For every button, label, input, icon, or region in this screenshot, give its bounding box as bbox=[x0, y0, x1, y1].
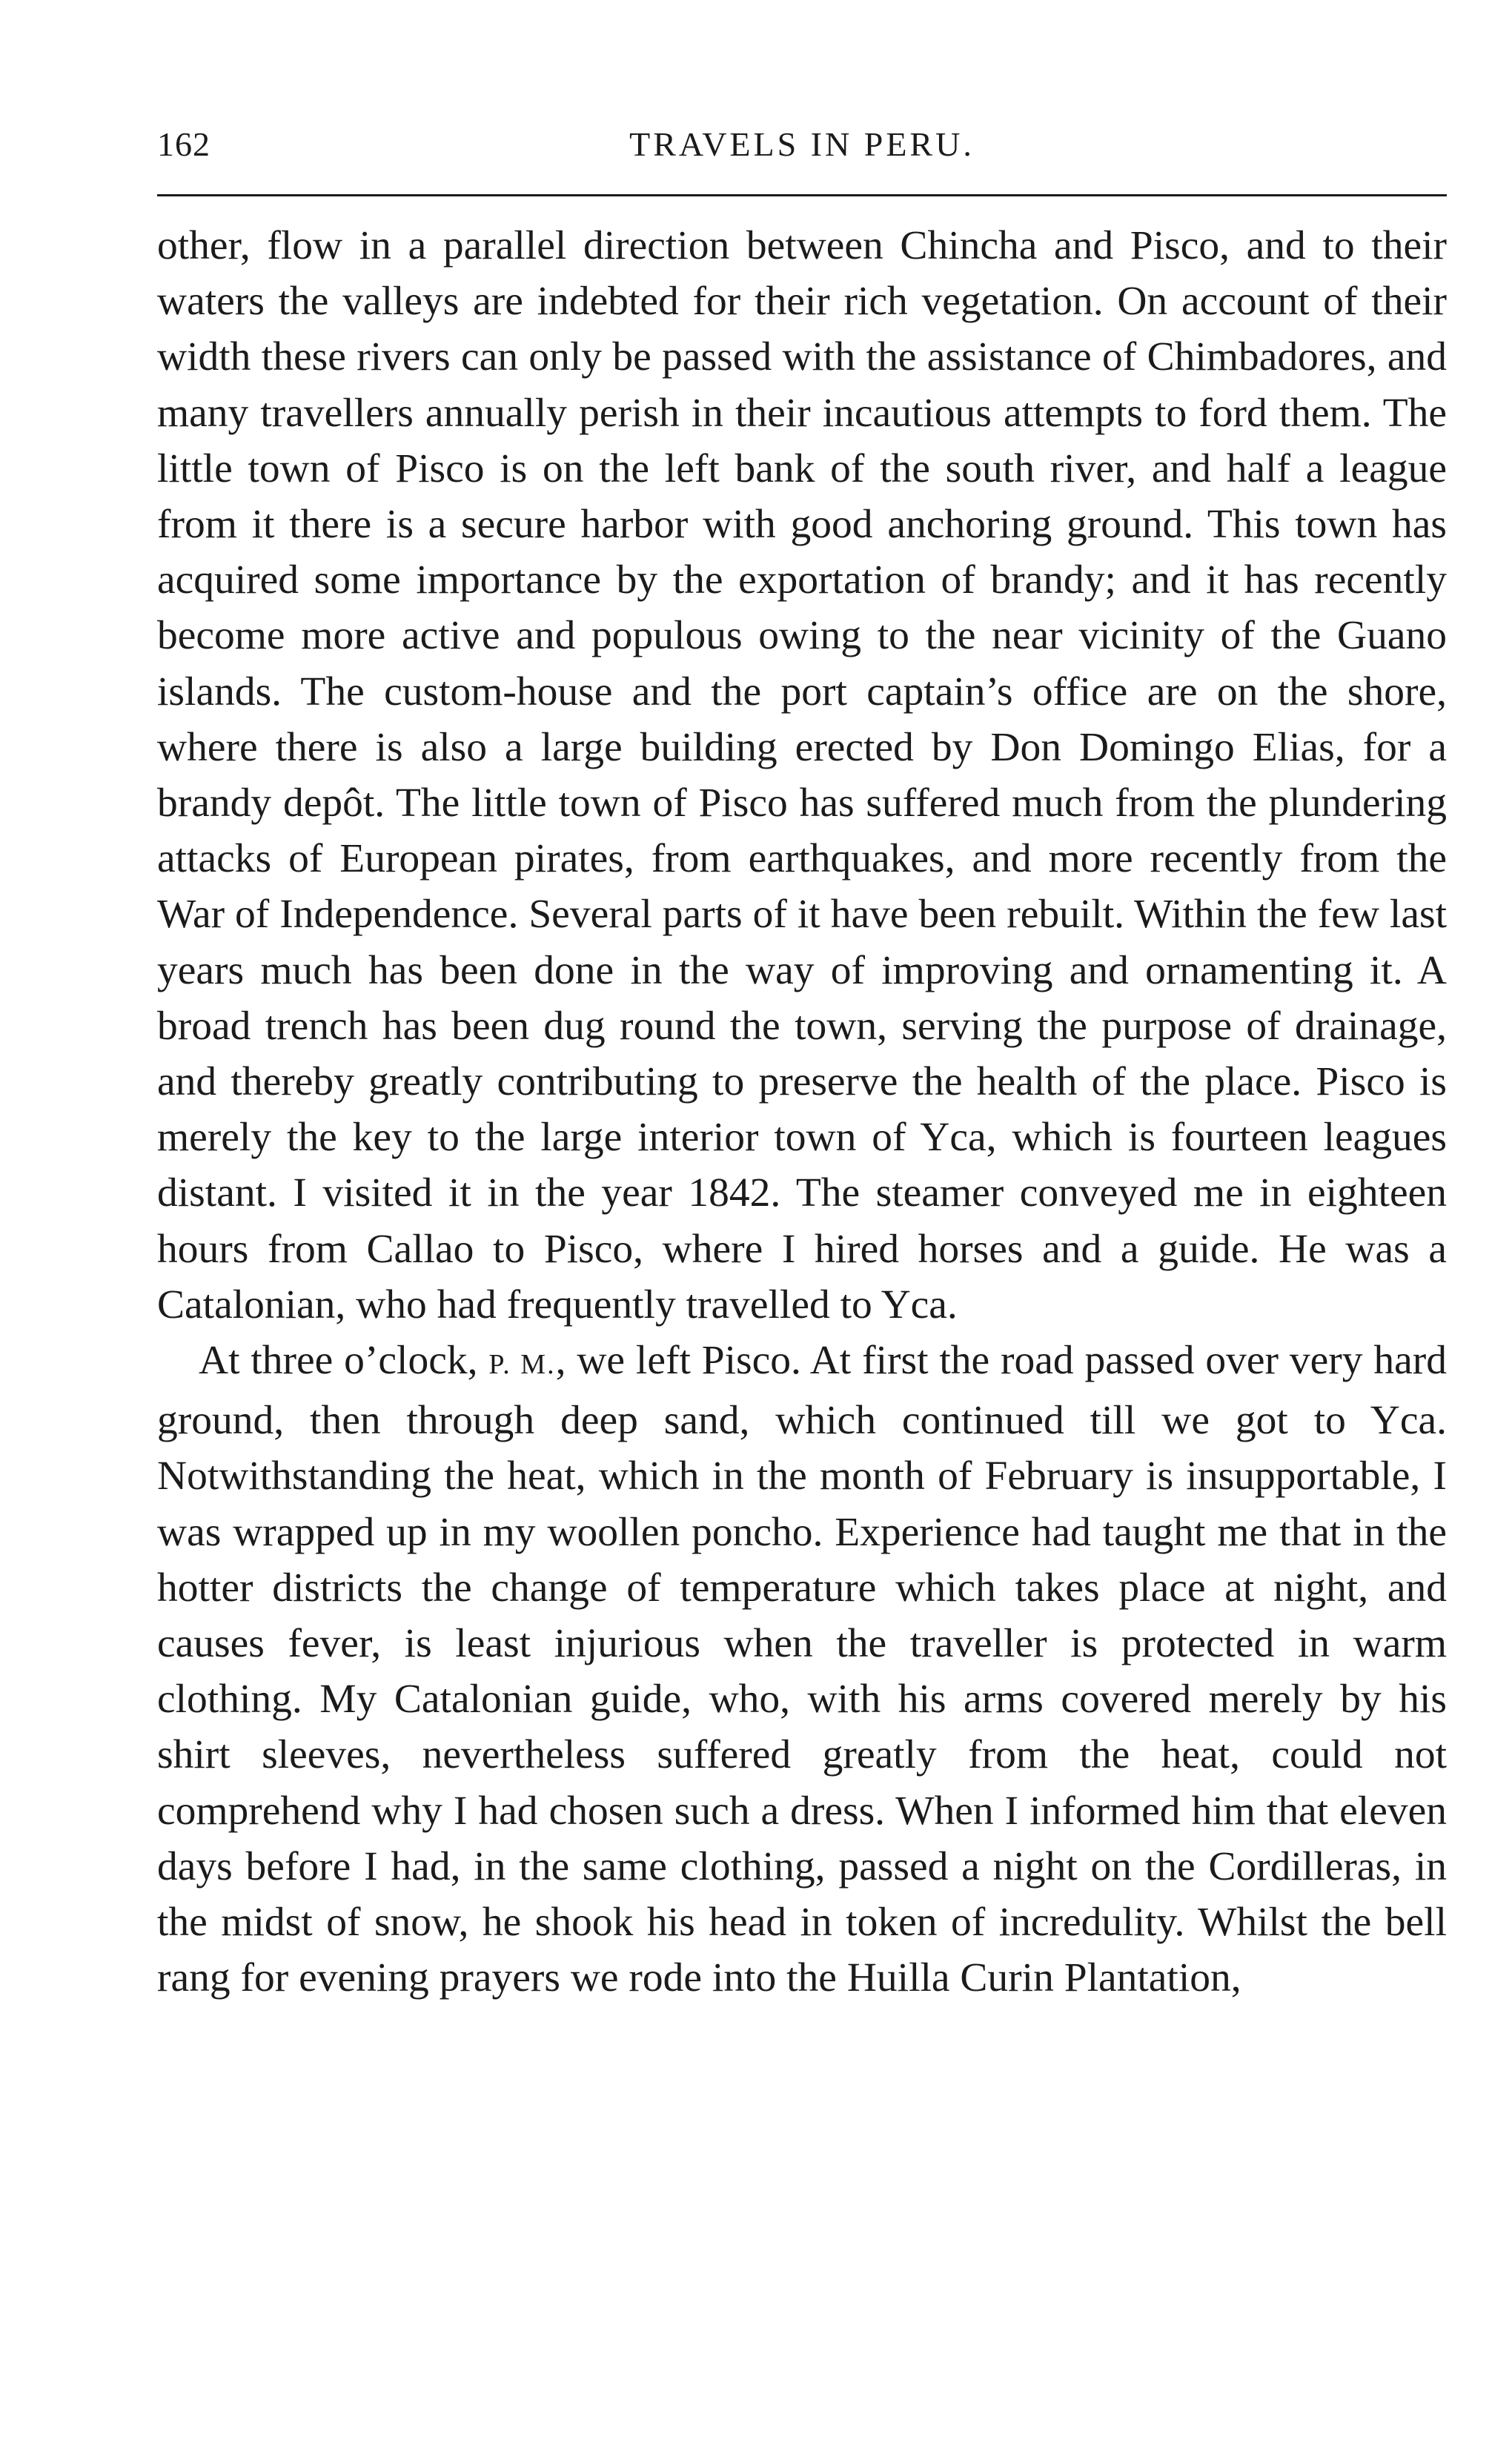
paragraph-2-start: At three o’clock, bbox=[199, 1338, 478, 1384]
body-text bbox=[157, 218, 1447, 2006]
paragraph-1: other, flow in a parallel direction between Chincha and Pisco, and to their waters the valleys are indebted for their rich vegetation. On account of their width these rivers can only be passed with the assistance of Chimbadores, and many travellers annually perish in their incautious attempts to ford them. The little town of Pisco is on the left bank of the south river, and half a league from it there is a secure harbor with good anchoring ground. This town has acquired some importance by the exportation of brandy; and it has recently become more active and populous owing to the near vicinity of the Guano islands. The custom-house and the port captain’s office are on the shore, where there is also a large building erected by Don Domingo Elias, for a brandy depôt. The little town of Pisco has suffered much from the plundering attacks of European pirates, from earthquakes, and more recently from the War of Independence. Several parts of it have been rebuilt. Within the few last years much has been done in the way of improving and ornamenting it. A broad trench has been dug round the town, serving the purpose of drainage, and thereby greatly contributing to preserve the health of the place. Pisco is merely the key to the large interior town of Yca, which is fourteen leagues distant. I visited it in the year 1842. The steamer conveyed me in eighteen hours from Callao to Pisco, where I hired horses and a guide. He was a Catalonian, who had frequently travelled to Yca. bbox=[157, 223, 1447, 1327]
paragraph-2-rest: , we left Pisco. At first the road passed over very hard ground, then through deep sand, which continued till we got to Yca. Notwithstanding the heat, which in the month of February is insupportable, I was wrapped up in my woollen poncho. Experience had taught me that in the hotter districts the change of temperature which takes place at night, and causes fever, is least injurious when the traveller is protected in warm clothing. My Catalonian guide, who, with his arms covered merely by his shirt sleeves, nevertheless suffered greatly from the heat, could not comprehend why I had chosen such a dress. When I informed him that eleven days before I had, in the same clothing, passed a night on the Cordilleras, in the midst of snow, he shook his head in token of incredulity. Whilst the bell rang for evening prayers we rode into the Huilla Curin Plantation, bbox=[157, 1338, 1447, 2001]
header-rule bbox=[157, 194, 1447, 196]
page-header bbox=[157, 125, 1447, 176]
time-abbreviation: P. M. bbox=[488, 1349, 556, 1381]
page-number: 162 bbox=[157, 125, 210, 163]
running-head: TRAVELS IN PERU. bbox=[629, 125, 975, 163]
paragraph-2 bbox=[157, 1333, 1447, 2006]
